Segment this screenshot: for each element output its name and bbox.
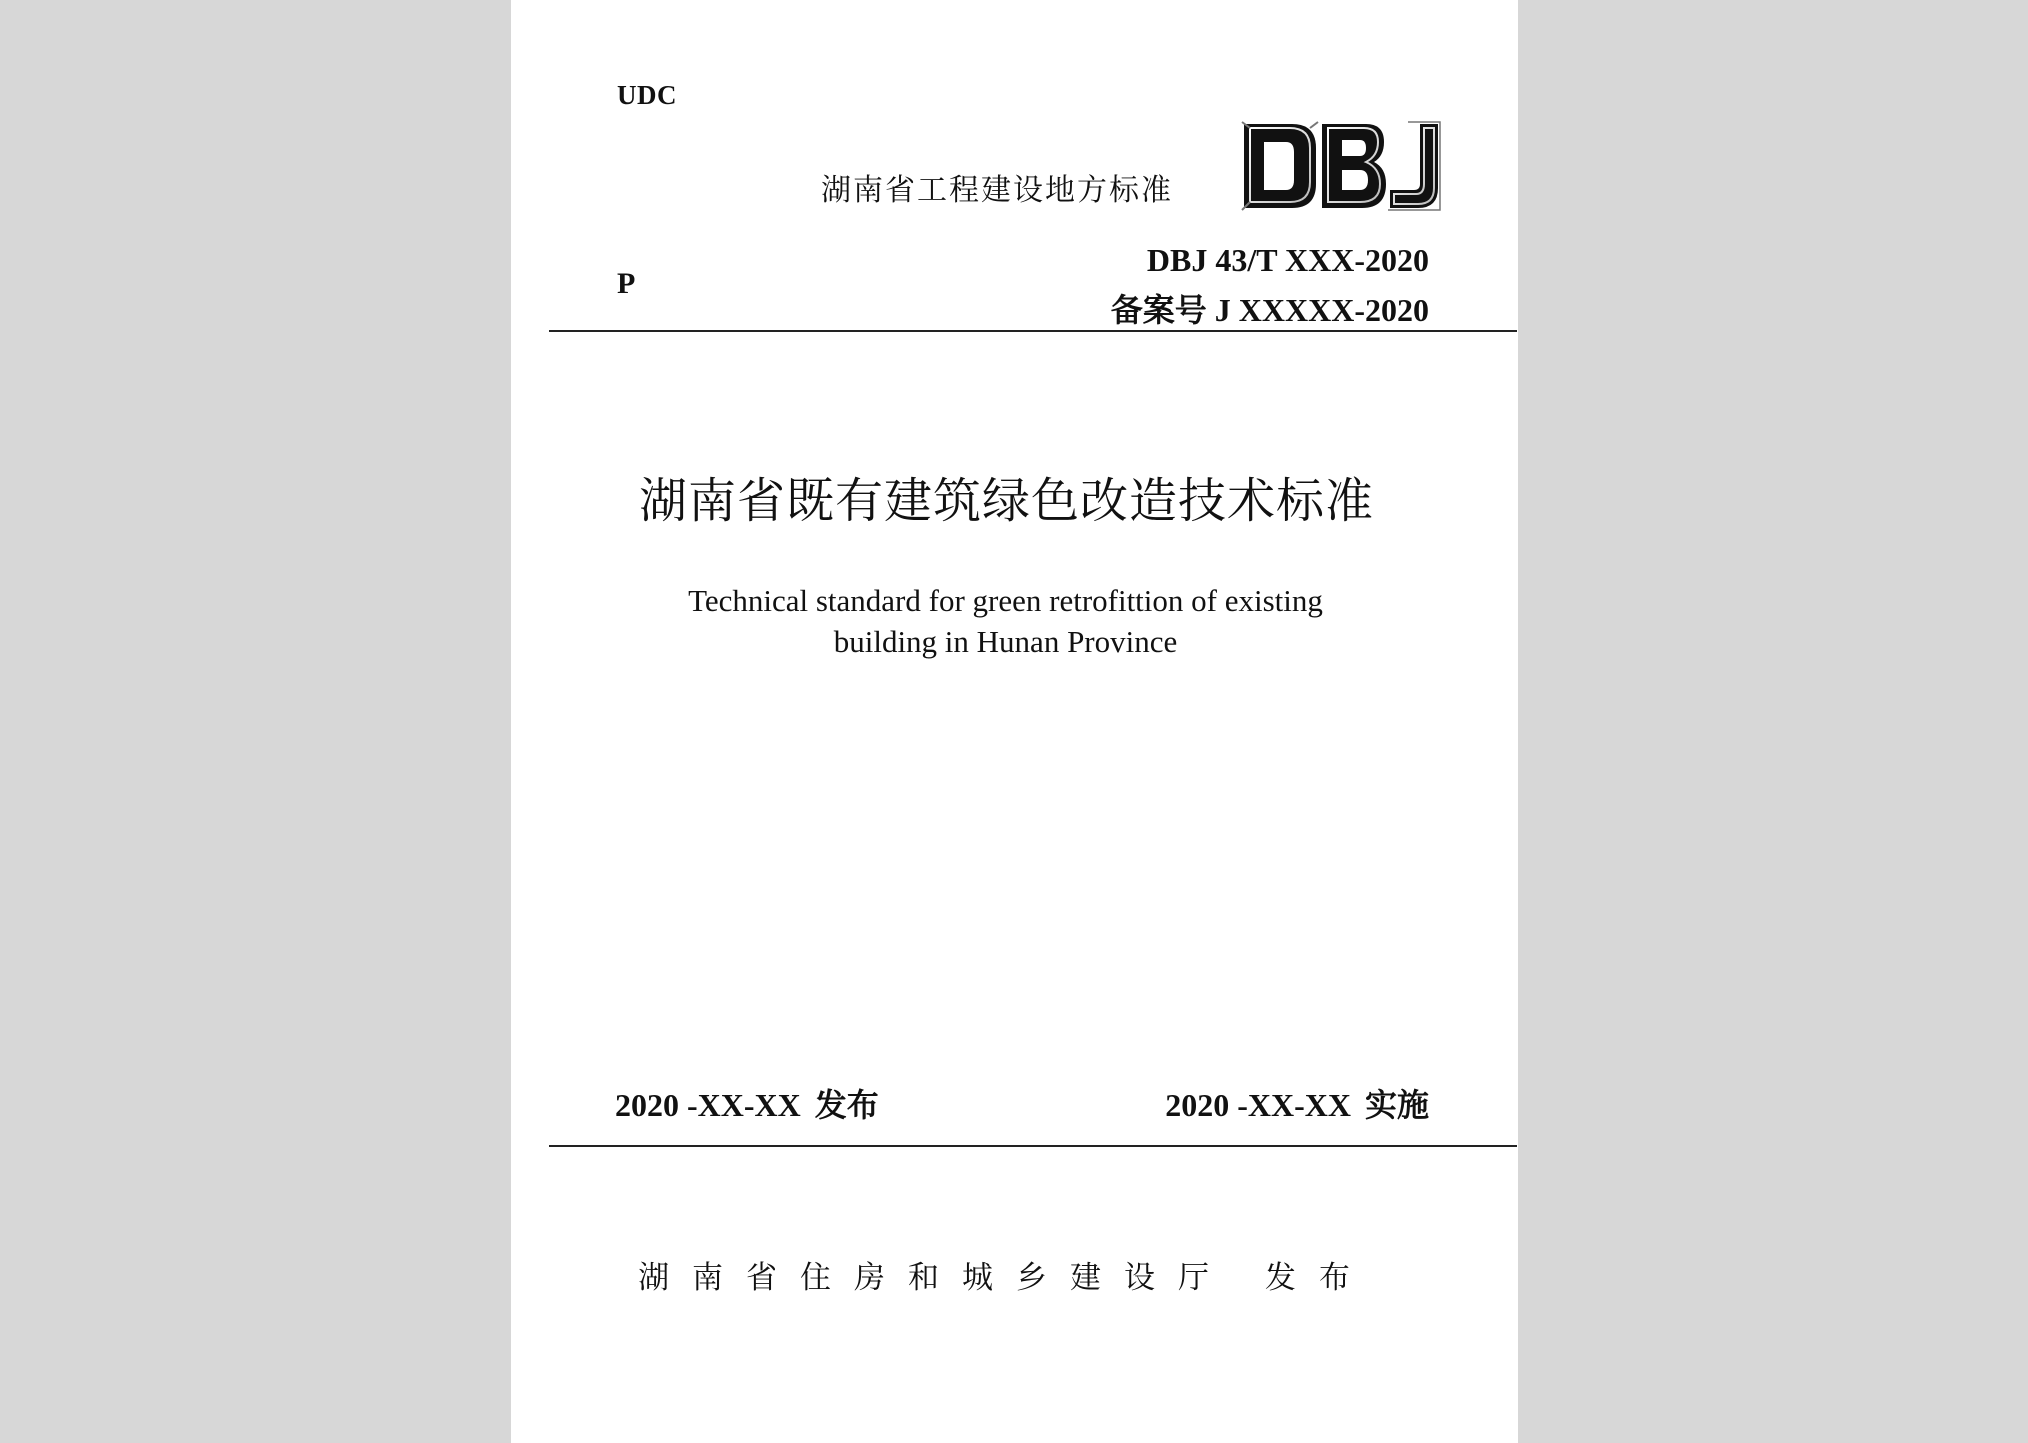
title-english-line-1: Technical standard for green retrofittion of existing <box>688 583 1323 618</box>
logo-letter-b <box>1322 124 1386 208</box>
logo-letter-d <box>1242 122 1318 210</box>
title-chinese: 湖南省既有建筑绿色改造技术标准 <box>638 473 1374 529</box>
classification-letter: P <box>617 267 636 300</box>
publisher: 湖南省住房和城乡建设厅 发布 <box>638 1260 1373 1296</box>
issue-label: 发布 <box>814 1086 879 1124</box>
record-number: 备案号 J XXXXX-2020 <box>1110 292 1429 328</box>
effective-date: 2020 -XX-XX <box>1165 1087 1351 1123</box>
logo-letter-j <box>1388 122 1440 210</box>
top-divider <box>549 330 1517 332</box>
bottom-divider <box>549 1145 1517 1147</box>
issue-date: 2020 -XX-XX <box>615 1087 801 1123</box>
title-english-line-2: building in Hunan Province <box>833 624 1178 659</box>
udc-label: UDC <box>617 80 677 110</box>
document-page <box>511 0 1518 1443</box>
title-english <box>511 580 1518 662</box>
dbj-logo <box>1240 118 1442 214</box>
effective-date-block <box>1165 1080 1429 1126</box>
issue-date-block <box>615 1080 879 1126</box>
standard-series-label: 湖南省工程建设地方标准 <box>821 173 1173 208</box>
effective-label: 实施 <box>1364 1086 1429 1124</box>
standard-number: DBJ 43/T XXX-2020 <box>1146 242 1429 278</box>
